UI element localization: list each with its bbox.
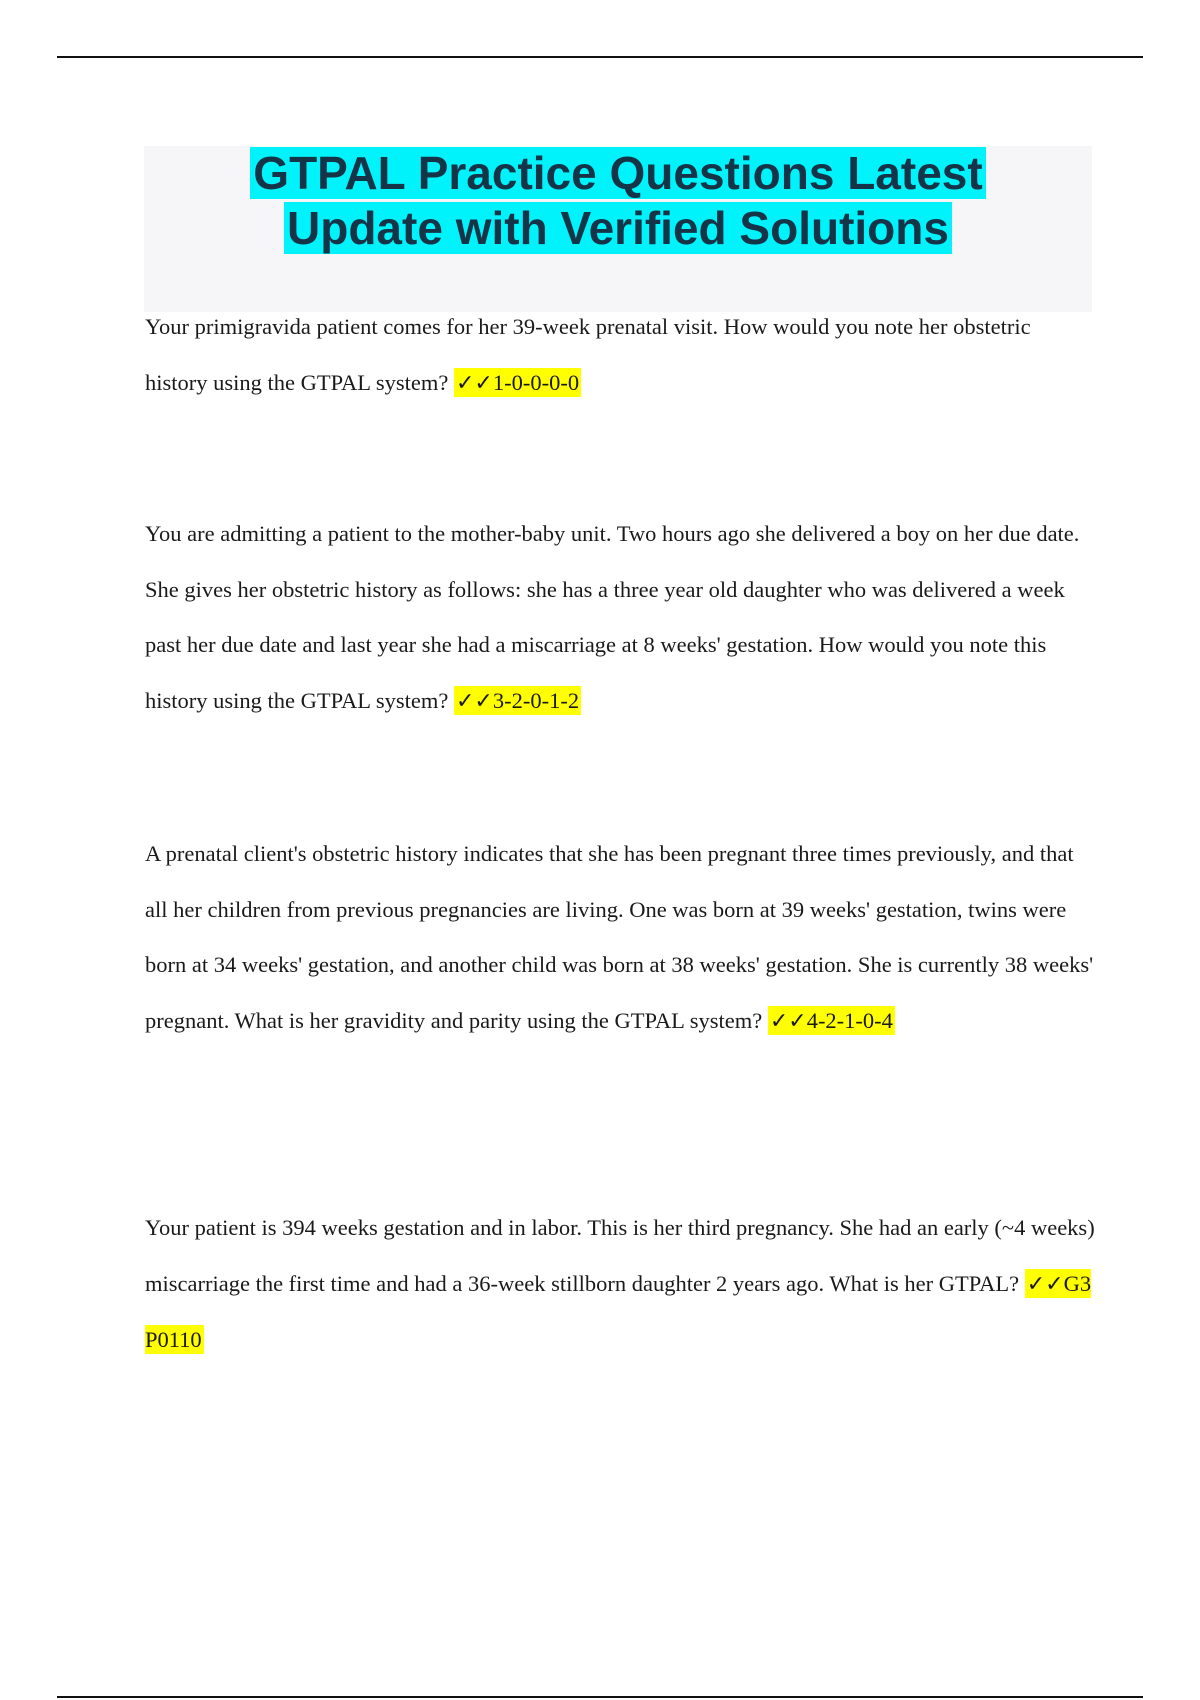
answer-2 <box>454 686 581 715</box>
question-1 <box>145 299 1095 411</box>
top-rule <box>57 56 1143 58</box>
question-3-text: A prenatal client's obstetric history indicates that she has been pregnant three times previously, and that all her children from previous pregnancies are living. One was born at 39 weeks' gestation, twins were born at 34 weeks' gestation, and another child was born at 38 weeks' gestation. She is currently 38 weeks' pregnant. What is her gravidity and parity using the GTPAL system? <box>145 841 1094 1033</box>
title-line-1: GTPAL Practice Questions Latest <box>250 147 985 199</box>
title-banner <box>144 146 1092 312</box>
answer-3 <box>768 1006 895 1035</box>
question-1-text: Your primigravida patient comes for her 39-week prenatal visit. How would you note her obstetric history using the GTPAL system? <box>145 314 1031 395</box>
answer-4-value: G3 P0110 <box>145 1270 1092 1352</box>
answer-3-value: 4-2-1-0-4 <box>806 1007 893 1033</box>
title-line-2: Update with Verified Solutions <box>284 202 952 254</box>
check-icon: ✓✓ <box>1026 1271 1064 1297</box>
check-icon: ✓✓ <box>769 1008 807 1034</box>
answer-2-value: 3-2-0-1-2 <box>492 687 580 713</box>
check-icon: ✓✓ <box>455 370 493 396</box>
question-4-text: Your patient is 394 weeks gestation and in labor. This is her third pregnancy. She had an early (~4 weeks) miscarriage the first time and had a 36-week stillborn daughter 2 years ago. What is her GTPAL? <box>145 1215 1095 1296</box>
bottom-rule <box>57 1696 1143 1698</box>
answer-1 <box>454 368 581 397</box>
question-2-text: You are admitting a patient to the mother-baby unit. Two hours ago she delivered a boy on her due date. She gives her obstetric history as follows: she has a three year old daughter who was delivered a week past her due date and last year she had a miscarriage at 8 weeks' gestation. How would you note this history using the GTPAL system? <box>145 521 1080 713</box>
question-2 <box>145 506 1095 729</box>
check-icon: ✓✓ <box>455 688 493 714</box>
document-title <box>144 146 1092 256</box>
question-4 <box>145 1200 1095 1368</box>
question-3 <box>145 826 1095 1049</box>
answer-1-value: 1-0-0-0-0 <box>492 369 580 395</box>
